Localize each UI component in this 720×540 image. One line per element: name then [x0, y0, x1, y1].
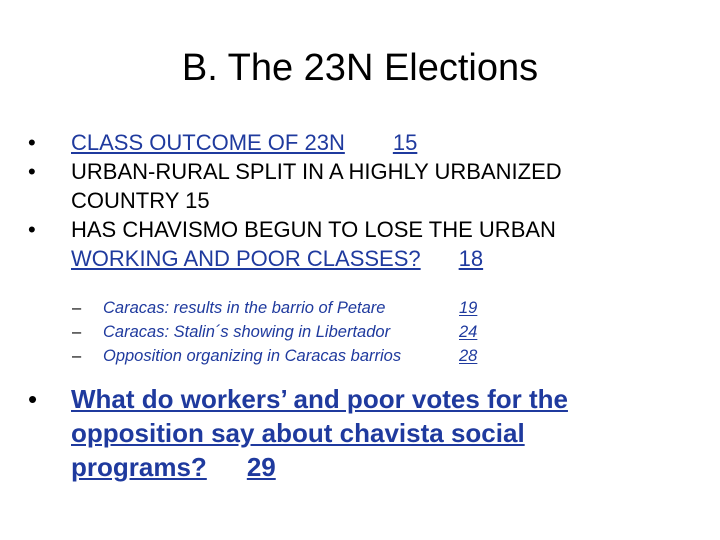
bullet-chavismo	[28, 215, 668, 273]
bullet-dot: •	[28, 130, 36, 155]
barrios-link[interactable]	[103, 347, 477, 365]
libertador-text: Caracas: Stalin´s showing in Libertador	[103, 323, 391, 341]
bullet-class-outcome	[28, 128, 668, 157]
bullet-workers-votes	[28, 382, 668, 484]
barrios-page: 28	[459, 347, 478, 365]
petare-page: 19	[459, 299, 478, 317]
final-bullet-list	[28, 382, 668, 484]
workers-line1: What do workers’ and poor votes for the	[71, 384, 568, 414]
bullet-dot: •	[28, 384, 38, 414]
class-outcome-text: CLASS OUTCOME OF 23N	[71, 130, 345, 155]
urban-rural-line2: COUNTRY 15	[71, 188, 210, 213]
sub-item-libertador	[72, 320, 477, 344]
petare-text: Caracas: results in the barrio of Petare	[103, 299, 386, 317]
petare-link[interactable]	[103, 299, 477, 317]
bullet-dot: •	[28, 217, 36, 242]
dash-glyph: –	[72, 323, 82, 341]
sub-item-petare	[72, 296, 477, 320]
sub-item-barrios	[72, 344, 477, 368]
slide-title: B. The 23N Elections	[181, 47, 539, 89]
dash-glyph: –	[72, 299, 82, 317]
workers-line2: opposition say about chavista social	[71, 418, 525, 448]
workers-votes-link[interactable]	[71, 384, 568, 482]
workers-page: 29	[246, 452, 276, 482]
libertador-link[interactable]	[103, 323, 477, 341]
libertador-page: 24	[459, 323, 478, 341]
bullet-urban-rural	[28, 157, 668, 215]
class-outcome-page: 15	[392, 130, 418, 155]
workers-line3: programs?	[71, 452, 207, 482]
bullet-dot: •	[28, 159, 36, 184]
chavismo-link[interactable]	[71, 246, 483, 271]
barrios-text: Opposition organizing in Caracas barrios	[103, 347, 402, 365]
sub-bullet-list	[72, 296, 477, 368]
urban-rural-line1: URBAN-RURAL SPLIT IN A HIGHLY URBANIZED	[71, 159, 562, 184]
bullet-list	[28, 128, 668, 273]
chavismo-page: 18	[458, 246, 484, 271]
class-outcome-link[interactable]	[71, 130, 417, 155]
chavismo-line1: HAS CHAVISMO BEGUN TO LOSE THE URBAN	[71, 217, 556, 242]
chavismo-line2: WORKING AND POOR CLASSES?	[71, 246, 421, 271]
dash-glyph: –	[72, 347, 82, 365]
